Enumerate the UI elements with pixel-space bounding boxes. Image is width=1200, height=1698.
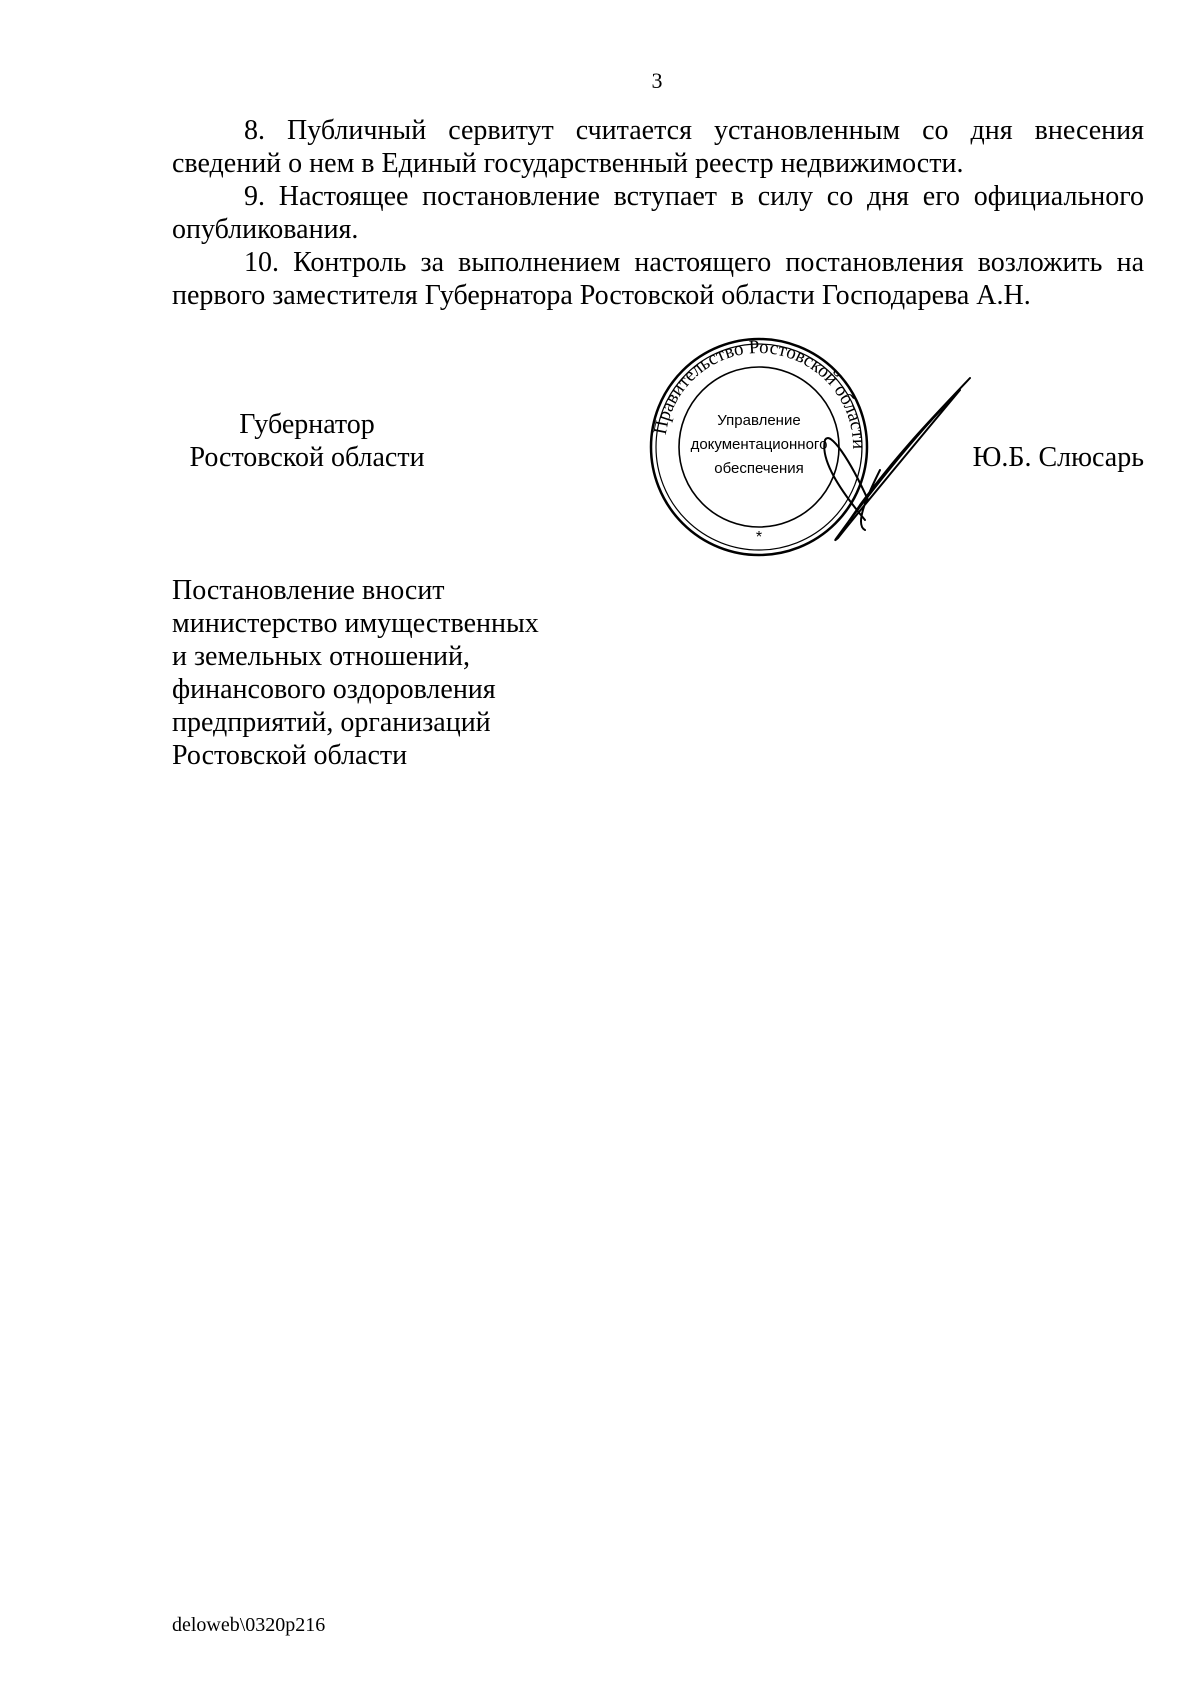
document-code: deloweb\0320p216 <box>172 1614 326 1636</box>
seal-outer-text: Правительство Ростовской области <box>649 337 869 450</box>
signatory-position-line1: Губернатор <box>239 409 375 440</box>
paragraph-9: 9. Настоящее постановление вступает в силу со дня его официального опубликования. <box>172 181 1144 245</box>
paragraph-10: 10. Контроль за выполнением настоящего постановления возложить на первого заместителя Губернатора Ростовской области Господарева А.Н. <box>172 247 1144 311</box>
seal-inner-line2: документационного <box>690 436 828 453</box>
introducer-line: Постановление вносит <box>172 575 445 606</box>
signatory-position-line2: Ростовской области <box>189 442 425 473</box>
paragraph-8: 8. Публичный сервитут считается установленным со дня внесения сведений о нем в Единый государственный реестр недвижимости. <box>172 115 1144 179</box>
handwritten-signature <box>820 370 980 550</box>
introducer-line: Ростовской области <box>172 740 408 771</box>
introducer-line: предприятий, организаций <box>172 707 491 738</box>
seal-inner-line3: обеспечения <box>714 460 804 477</box>
signatory-name: Ю.Б. Слюсарь <box>972 442 1144 473</box>
introducer-line: и земельных отношений, <box>172 641 470 672</box>
page-number: 3 <box>651 68 663 93</box>
introducer-note <box>172 574 592 772</box>
seal-star-icon: * <box>755 529 763 546</box>
document-body <box>172 114 1144 312</box>
introducer-line: министерство имущественных <box>172 608 539 639</box>
introducer-line: финансового оздоровления <box>172 674 496 705</box>
signatory-position <box>172 408 442 474</box>
seal-inner-line1: Управление <box>717 412 801 429</box>
